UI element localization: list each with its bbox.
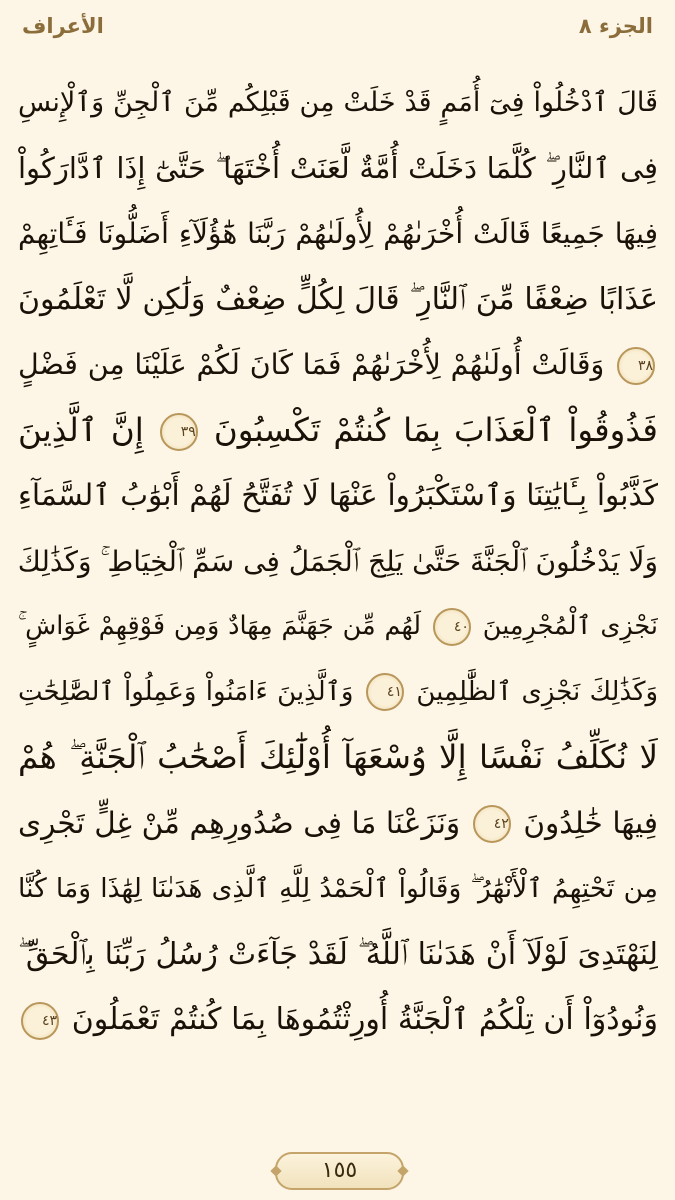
- text-line-14: لِنَهْتَدِىَ لَوْلَآ أَنْ هَدَىٰنَا ٱللَّهُ ۖ لَقَدْ جَآءَتْ رُسُلُ رَبِّنَا بِٱلْحَقِّ ۖ: [18, 936, 658, 972]
- ayah-marker-38: ٣٨: [617, 347, 655, 385]
- text-line-5: ٣٨ وَقَالَتْ أُولَىٰهُمْ لِأُخْرَىٰهُمْ فَمَا كَانَ لَكُمْ عَلَيْنَا مِن فَضْلٍ: [18, 332, 658, 398]
- page-footer: [0, 1140, 675, 1200]
- text-line-12: فِيهَا خَٰلِدُونَ ٤٢ وَنَزَعْنَا مَا فِى صُدُورِهِم مِّنْ غِلٍّ تَجْرِى: [18, 791, 658, 857]
- ayah-marker-43: ٤٣: [21, 1002, 59, 1040]
- text-line-7: كَذَّبُواْ بِـَٔايَٰتِنَا وَٱسْتَكْبَرُواْ عَنْهَا لَا تُفَتَّحُ لَهُمْ أَبْوَٰبُ ٱلسَّمَآءِ: [18, 478, 658, 512]
- mushaf-page-text: [18, 70, 658, 1053]
- text-line-1: قَالَ ٱدْخُلُواْ فِىٓ أُمَمٍ قَدْ خَلَتْ مِن قَبْلِكُم مِّنَ ٱلْجِنِّ وَٱلْإِنسِ: [18, 87, 658, 118]
- text-line-4: عَذَابًا ضِعْفًا مِّنَ ٱلنَّارِ ۖ قَالَ لِكُلٍّ ضِعْفٌ وَلَٰكِن لَّا تَعْلَمُونَ: [18, 281, 658, 317]
- text-line-15: وَنُودُوٓاْ أَن تِلْكُمُ ٱلْجَنَّةُ أُورِثْتُمُوهَا بِمَا كُنتُمْ تَعْمَلُونَ ٤٣: [18, 987, 658, 1053]
- text-line-11: لَا نُكَلِّفُ نَفْسًا إِلَّا وُسْعَهَآ أُوْلَٰٓئِكَ أَصْحَٰبُ ٱلْجَنَّةِ ۖ هُمْ: [18, 738, 658, 776]
- text-line-9: نَجْزِى ٱلْمُجْرِمِينَ ٤٠ لَهُم مِّن جَهَنَّمَ مِهَادٌ وَمِن فَوْقِهِمْ غَوَاشٍ ۚ: [18, 594, 658, 660]
- text-line-6: فَذُوقُواْ ٱلْعَذَابَ بِمَا كُنتُمْ تَكْسِبُونَ ٣٩ إِنَّ ٱلَّذِينَ: [18, 410, 658, 449]
- surah-name: الأعراف: [22, 14, 104, 38]
- juz-label: الجزء ٨: [578, 14, 653, 38]
- text-line-10: وَكَذَٰلِكَ نَجْزِى ٱلظَّٰلِمِينَ ٤١ وَٱلَّذِينَ ءَامَنُواْ وَعَمِلُواْ ٱلصَّٰلِحَٰتِ: [18, 660, 658, 726]
- ayah-marker-42: ٤٢: [473, 805, 511, 843]
- page-number: ١٥٥: [275, 1152, 404, 1190]
- text-line-3: فِيهَا جَمِيعًا قَالَتْ أُخْرَىٰهُمْ لِأُولَىٰهُمْ رَبَّنَا هَٰٓؤُلَآءِ أَضَلُّونَا فَـَٔاتِهِمْ: [18, 217, 658, 250]
- ayah-marker-39: ٣٩: [160, 413, 198, 451]
- text-line-2: فِى ٱلنَّارِ ۖ كُلَّمَا دَخَلَتْ أُمَّةٌ لَّعَنَتْ أُخْتَهَا ۖ حَتَّىٰٓ إِذَا ٱدَّارَكُواْ: [18, 150, 658, 185]
- text-line-13: مِن تَحْتِهِمُ ٱلْأَنْهَٰرُ ۖ وَقَالُواْ ٱلْحَمْدُ لِلَّهِ ٱلَّذِى هَدَىٰنَا لِهَٰذَا وَمَا كُنَّا: [18, 873, 658, 904]
- ayah-marker-40: ٤٠: [433, 608, 471, 646]
- ayah-marker-41: ٤١: [366, 673, 404, 711]
- text-line-8: وَلَا يَدْخُلُونَ ٱلْجَنَّةَ حَتَّىٰ يَلِجَ ٱلْجَمَلُ فِى سَمِّ ٱلْخِيَاطِ ۚ وَكَذَٰلِكَ: [18, 544, 658, 578]
- page-header: [0, 0, 675, 62]
